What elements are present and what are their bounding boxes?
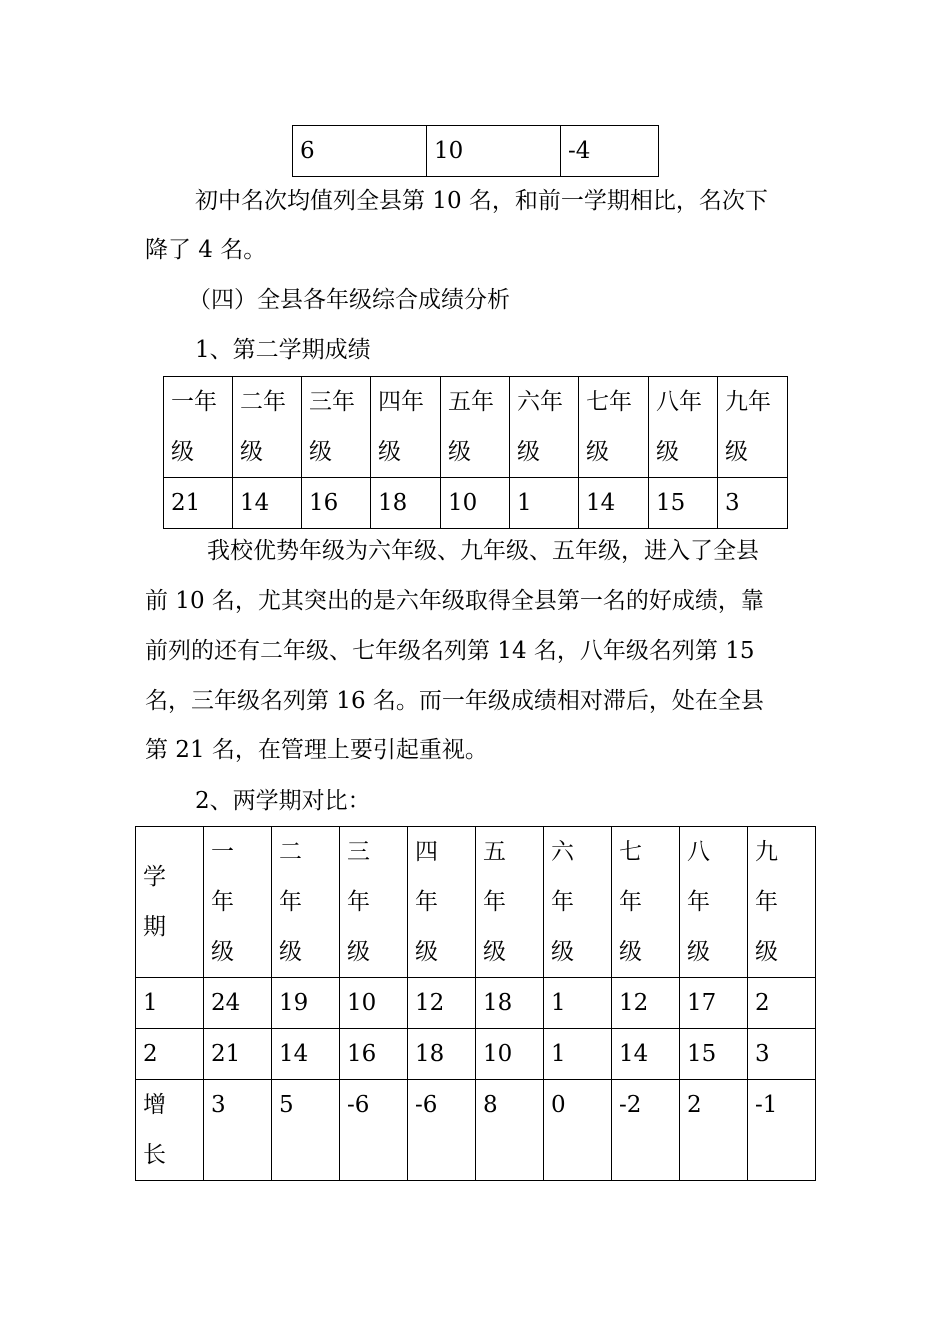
table-cell: 14 [612,1029,680,1080]
rank-summary-table [292,125,659,177]
subsection-heading: 2、两学期对比： [195,788,371,814]
grade-header-cell: 七年 级 [579,377,649,478]
table-cell: 14 [233,478,302,529]
grade-header-cell: 五 年 级 [476,827,544,978]
grade-header-cell: 九年 级 [718,377,788,478]
grade-header-cell: 八 年 级 [680,827,748,978]
table-cell: 18 [408,1029,476,1080]
table-cell: 10 [441,478,510,529]
grade-header-cell: 四年 级 [371,377,441,478]
grade-header-cell: 六年 级 [510,377,579,478]
table-cell: 12 [408,978,476,1029]
table-cell: 1 [544,978,612,1029]
table-cell: 2 [680,1080,748,1181]
table-cell: 6 [293,126,427,177]
grade-header-cell: 二 年 级 [272,827,340,978]
paragraph-line: 前 10 名，尤其突出的是六年级取得全县第一名的好成绩，靠 [145,588,764,614]
grade-header-cell: 一年 级 [164,377,233,478]
table-cell: 10 [427,126,561,177]
grade-header-cell: 六 年 级 [544,827,612,978]
table-cell: 5 [272,1080,340,1181]
table-row [136,1080,816,1181]
table-cell: 1 [544,1029,612,1080]
growth-label-cell: 增 长 [136,1080,204,1181]
table-row [136,1029,816,1080]
table-cell: 21 [204,1029,272,1080]
table-cell: 24 [204,978,272,1029]
table-header-row [136,827,816,978]
table-row [164,478,788,529]
paragraph-line: 第 21 名，在管理上要引起重视。 [145,737,488,763]
table-cell: 12 [612,978,680,1029]
grade-header-cell: 二年 级 [233,377,302,478]
grade-header-cell: 三年 级 [302,377,371,478]
paragraph-line: 降了 4 名。 [145,237,267,263]
table-cell: 14 [272,1029,340,1080]
table-cell: 10 [340,978,408,1029]
subsection-heading: 1、第二学期成绩 [195,337,371,363]
table-cell: -6 [340,1080,408,1181]
table-row [293,126,659,177]
paragraph-line: 前列的还有二年级、七年级名列第 14 名，八年级名列第 15 [145,638,755,664]
grade-header-cell: 八年 级 [649,377,718,478]
paragraph-line: 名，三年级名列第 16 名。而一年级成绩相对滞后，处在全县 [145,688,764,714]
table-cell: 3 [748,1029,816,1080]
term-label-cell: 2 [136,1029,204,1080]
grade-header-cell: 七 年 级 [612,827,680,978]
table-cell: 19 [272,978,340,1029]
table-cell: 16 [302,478,371,529]
table-cell: 2 [748,978,816,1029]
table-cell: 17 [680,978,748,1029]
grade-header-cell: 五年 级 [441,377,510,478]
paragraph-line: 我校优势年级为六年级、九年级、五年级，进入了全县 [207,538,759,564]
paragraph-line: 初中名次均值列全县第 10 名，和前一学期相比，名次下 [195,188,768,214]
table-cell: -1 [748,1080,816,1181]
section-heading: （四）全县各年级综合成绩分析 [188,287,510,313]
table-cell: -2 [612,1080,680,1181]
table-cell: 18 [371,478,441,529]
table-cell: 15 [649,478,718,529]
table-cell: 14 [579,478,649,529]
table-cell: 1 [510,478,579,529]
grade-header-cell: 一 年 级 [204,827,272,978]
table-cell: 8 [476,1080,544,1181]
table-row [136,978,816,1029]
second-term-table [163,376,788,529]
table-cell: 3 [718,478,788,529]
table-cell: 10 [476,1029,544,1080]
grade-header-cell: 九 年 级 [748,827,816,978]
grade-header-cell: 四 年 级 [408,827,476,978]
table-cell: 16 [340,1029,408,1080]
grade-header-cell: 三 年 级 [340,827,408,978]
two-term-comparison-table [135,826,816,1181]
table-cell: -4 [561,126,659,177]
table-cell: 3 [204,1080,272,1181]
term-header-cell: 学 期 [136,827,204,978]
table-cell: 21 [164,478,233,529]
table-cell: -6 [408,1080,476,1181]
table-cell: 0 [544,1080,612,1181]
table-header-row [164,377,788,478]
table-cell: 15 [680,1029,748,1080]
term-label-cell: 1 [136,978,204,1029]
table-cell: 18 [476,978,544,1029]
